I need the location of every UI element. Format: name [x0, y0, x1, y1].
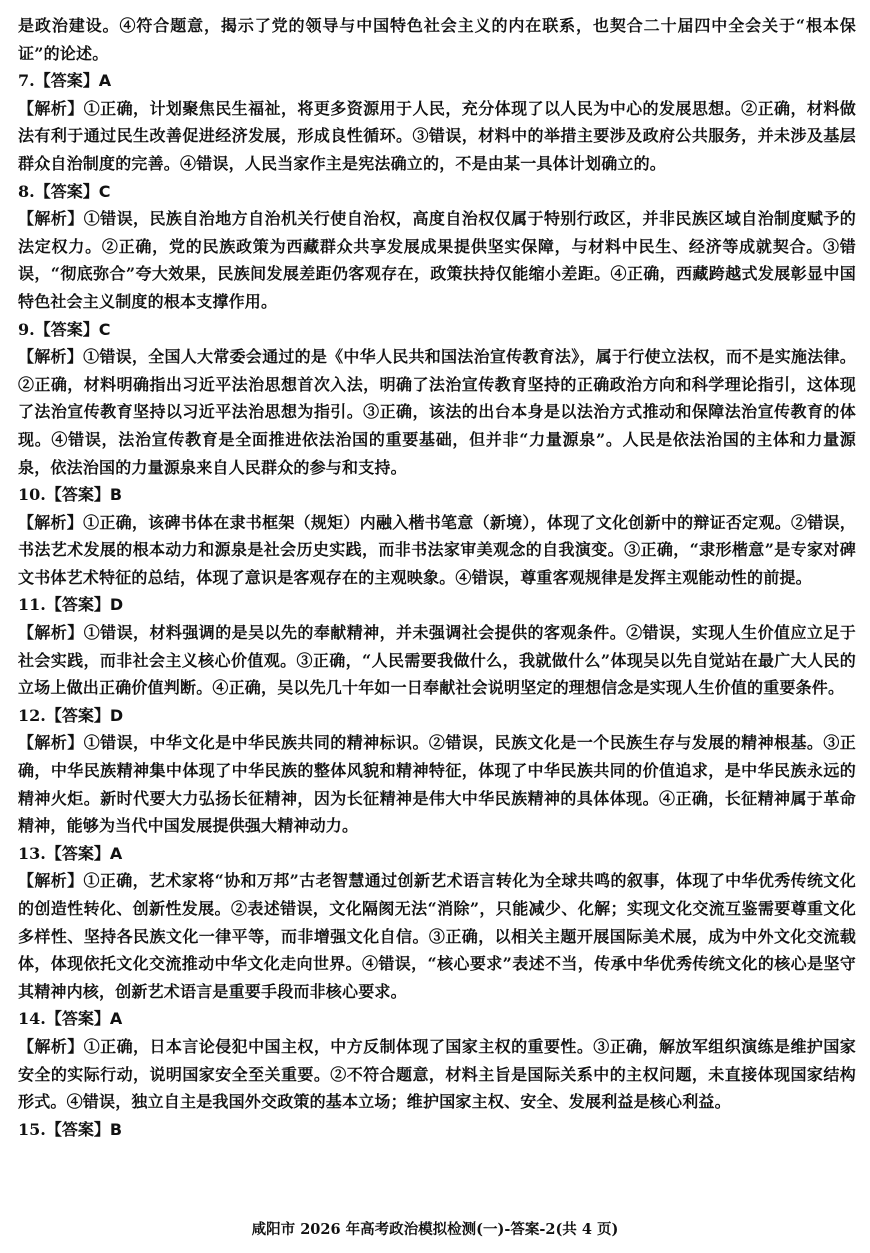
answer-value: D — [109, 705, 124, 725]
question-9 — [18, 316, 856, 482]
answer-value: A — [109, 843, 123, 863]
answer-value: D — [109, 595, 124, 615]
answer-line: 15.【答案】B — [18, 1119, 123, 1139]
answer-value: B — [109, 485, 123, 505]
analysis-paragraph: 【解析】①正确，艺术家将“协和万邦”古老智慧通过创新艺术语言转化为全球共鸣的叙事，体现了中华优秀传统文化的创造性转化、创新性发展。②表述错误，文化隔阂无法“消除”，只能减少、化解；实现文化交流互鉴需要尊重文化多样性、坚持各民族文化一律平等，而非增强文化自信。③正确，以相关主题开展国际美术展，成为中外文化交流载体，体现依托文化交流推动中华文化走向世界。④错误，“核心要求”表述不当，传承中华优秀传统文化的核心是坚守其精神内核，创新艺术语言是重要手段而非核心要求。 — [18, 871, 856, 1001]
answer-line: 7.【答案】A — [18, 71, 112, 91]
answer-line: 13.【答案】A — [18, 843, 123, 863]
answer-value: C — [98, 319, 111, 339]
answer-value: A — [98, 71, 112, 91]
answer-value: A — [109, 1009, 123, 1029]
answer-value: B — [109, 1119, 123, 1139]
answer-content — [18, 12, 856, 1143]
analysis-paragraph: 【解析】①错误，全国人大常委会通过的是《中华人民共和国法治宣传教育法》，属于行使立法权，而不是实施法律。②正确，材料明确指出习近平法治思想首次入法，明确了法治宣传教育坚持的正确政治方向和科学理论指引，这体现了法治宣传教育坚持以习近平法治思想为指引。③正确，该法的出台本身是以法治方式推动和保障法治宣传教育的体现。④错误，法治宣传教育是全面推进依法治国的重要基础，但并非“力量源泉”。人民是依法治国的主体和力量源泉，依法治国的力量源泉来自人民群众的参与和支持。 — [18, 347, 856, 477]
answer-line: 14.【答案】A — [18, 1009, 123, 1029]
analysis-paragraph: 【解析】①正确，日本言论侵犯中国主权，中方反制体现了国家主权的重要性。③正确，解放军组织演练是维护国家安全的实际行动，说明国家安全至关重要。②不符合题意，材料主旨是国际关系中的主权问题，未直接体现国家结构形式。④错误，独立自主是我国外交政策的基本立场；维护国家主权、安全、发展利益是核心利益。 — [18, 1036, 856, 1112]
intro-paragraph: 是政治建设。④符合题意，揭示了党的领导与中国特色社会主义的内在联系，也契合二十届四中全会关于“根本保证”的论述。 — [18, 16, 856, 63]
answer-line: 8.【答案】C — [18, 181, 111, 201]
question-11 — [18, 591, 856, 701]
question-14 — [18, 1005, 856, 1115]
question-12 — [18, 702, 856, 840]
question-7 — [18, 67, 856, 177]
analysis-paragraph: 【解析】①正确，计划聚焦民生福祉，将更多资源用于人民，充分体现了以人民为中心的发展思想。②正确，材料做法有利于通过民生改善促进经济发展，形成良性循环。③错误，材料中的举措主要涉及政府公共服务，并未涉及基层群众自治制度的完善。④错误，人民当家作主是宪法确立的，不是由某一具体计划确立的。 — [18, 98, 856, 173]
question-13 — [18, 840, 856, 1006]
answer-line: 9.【答案】C — [18, 319, 111, 339]
question-10 — [18, 481, 856, 591]
answer-line: 11.【答案】D — [18, 595, 124, 615]
page-footer: 咸阳市 2026 年高考政治模拟检测(一)-答案-2(共 4 页) — [251, 1221, 619, 1238]
question-8 — [18, 178, 856, 316]
answer-value: C — [98, 181, 111, 201]
analysis-paragraph: 【解析】①错误，材料强调的是吴以先的奉献精神，并未强调社会提供的客观条件。②错误，实现人生价值应立足于社会实践，而非社会主义核心价值观。③正确，“人民需要我做什么，我就做什么”体现吴以先自觉站在最广大人民的立场上做出正确价值判断。④正确，吴以先几十年如一日奉献社会说明坚定的理想信念是实现人生价值的重要条件。 — [18, 623, 856, 698]
answer-line: 12.【答案】D — [18, 705, 124, 725]
question-15 — [18, 1116, 856, 1144]
answer-line: 10.【答案】B — [18, 485, 123, 505]
analysis-paragraph: 【解析】①错误，民族自治地方自治机关行使自治权，高度自治权仅属于特别行政区，并非民族区域自治制度赋予的法定权力。②正确，党的民族政策为西藏群众共享发展成果提供坚实保障，与材料中民生、经济等成就契合。③错误，“彻底弥合”夸大效果，民族间发展差距仍客观存在，政策扶持仅能缩小差距。④正确，西藏跨越式发展彰显中国特色社会主义制度的根本支撑作用。 — [18, 209, 856, 311]
analysis-paragraph: 【解析】①正确，该碑书体在隶书框架（规矩）内融入楷书笔意（新境），体现了文化创新中的辩证否定观。②错误，书法艺术发展的根本动力和源泉是社会历史实践，而非书法家审美观念的自我演变。③正确，“隶形楷意”是专家对碑文书体艺术特征的总结，体现了意识是客观存在的主观映象。④错误，尊重客观规律是发挥主观能动性的前提。 — [18, 512, 856, 587]
analysis-paragraph: 【解析】①错误，中华文化是中华民族共同的精神标识。②错误，民族文化是一个民族生存与发展的精神根基。③正确，中华民族精神集中体现了中华民族的整体风貌和精神特征，体现了中华民族共同的价值追求，是中华民族永远的精神火炬。新时代要大力弘扬长征精神，因为长征精神是伟大中华民族精神的具体体现。④正确，长征精神属于革命精神，能够为当代中国发展提供强大精神动力。 — [18, 733, 856, 836]
